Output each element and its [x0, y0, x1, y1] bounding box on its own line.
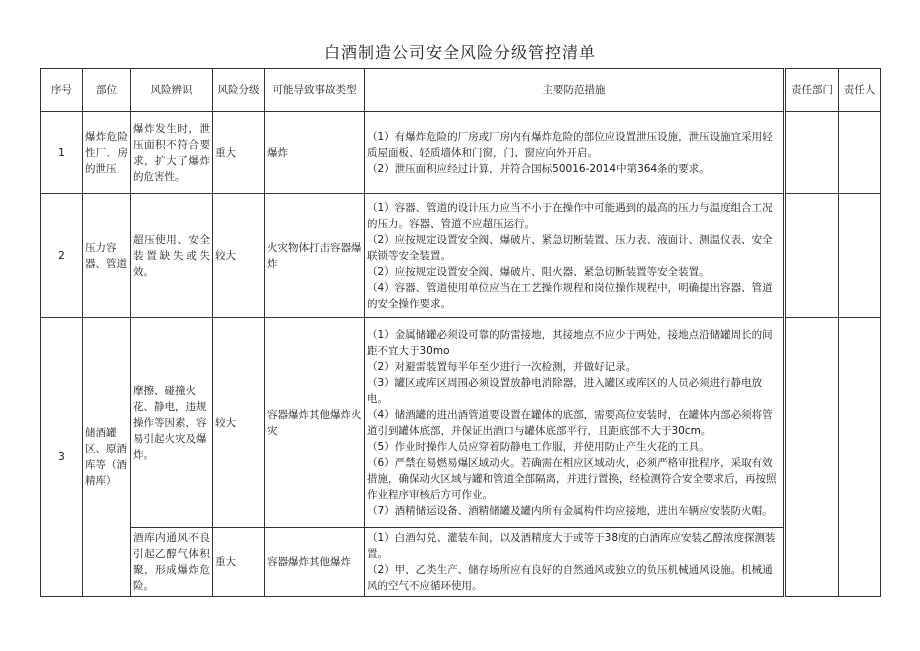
table-row: [41, 528, 881, 597]
row-no: 3: [41, 318, 83, 597]
row-part: 储酒罐区、原酒库等（酒精库）: [83, 318, 131, 597]
measure-item: （1）容器、管道的设计压力应当不小于在操作中可能遇到的最高的压力与温度组合工况的压力。容器、管道不应超压运行。: [367, 201, 773, 230]
measure-item: （3）罐区或库区周围必须设置放静电消除器，进入罐区或库区的人员必须进行静电放电。: [367, 376, 763, 405]
row-accident: 爆炸: [265, 112, 365, 194]
header-person: 责任人: [839, 69, 881, 112]
measure-item: （4）储酒罐的进出酒管道要设置在罐体的底部，需要高位安装时，在罐体内部必须将管道引到罐体底部，并保证出酒口与罐体底部平行，且距底部不大于30cm。: [367, 408, 773, 437]
row-person: [839, 194, 881, 318]
measure-item: （2）对避雷装置每半年至少进行一次检测，并做好记录。: [367, 360, 637, 373]
risk-control-table: [40, 68, 881, 597]
row-measures: [365, 194, 785, 318]
row-no: 1: [41, 112, 83, 194]
row-part: 爆炸危险性厂．房的泄压: [83, 112, 131, 194]
row-dept: [785, 194, 839, 318]
header-dept: 责任部门: [785, 69, 839, 112]
header-part: 部位: [83, 69, 131, 112]
measure-item: （2）应按规定设置安全阀、爆破片、紧急切断装置、压力表、液面计、测温仪表、安全联锁等安全装置。: [367, 233, 773, 262]
row-level: 重大: [213, 112, 265, 194]
table-row: [41, 318, 881, 528]
row-risk: 超压使用、安全装置缺失或失效。: [131, 194, 213, 318]
row-person: [839, 318, 881, 597]
header-level: 风险分级: [213, 69, 265, 112]
header-risk: 风险辨识: [131, 69, 213, 112]
measure-item: （1）白酒勾兑、灌装车间，以及酒精度大于或等于38度的白酒库应安装乙醇浓度探测装置。: [367, 532, 776, 560]
row-risk: 爆炸发生时，泄压面积不符合要求，扩大了爆炸的危害性。: [131, 112, 213, 194]
row-risk: 酒库内通风不良引起乙醇气体积聚，形成爆炸危险。: [131, 528, 213, 597]
row-measures: [365, 318, 785, 528]
measure-item: （7）酒精储运设备、酒精储罐及罐内所有金属构件均应接地，进出车辆应安装防火帽。: [367, 504, 773, 517]
row-accident: 容器爆炸其他爆炸火灾: [265, 318, 365, 528]
table-row: [41, 112, 881, 194]
row-level: 重大: [213, 528, 265, 597]
header-row: [41, 69, 881, 112]
row-person: [839, 112, 881, 194]
header-measures: 主要防范措施: [365, 69, 785, 112]
row-accident: 火灾物体打击容器爆炸: [265, 194, 365, 318]
row-level: 较大: [213, 194, 265, 318]
row-part: 压力容器、管道: [83, 194, 131, 318]
measure-item: （2）甲、乙类生产、储存场所应有良好的自然通风或独立的负压机械通风设施。机械通风的空气不应循环使用。: [367, 564, 773, 592]
row-measures: [365, 528, 785, 597]
row-risk: 摩擦、碰撞火花、静电，违规操作等因素，容易引起火灾及爆炸。: [131, 318, 213, 528]
measure-item: （1）金属储罐必须设可靠的防雷接地，其接地点不应少于两处，接地点沿储罐周长的间距不宜大于30mo: [367, 328, 773, 357]
page-title: 白酒制造公司安全风险分级管控清单: [323, 43, 596, 62]
measure-item: （2）应按规定设置安全阀、爆破片、阻火器、紧急切断装置等安全装置。: [367, 265, 710, 278]
row-accident: 容器爆炸其他爆炸: [265, 528, 365, 597]
row-level: 较大: [213, 318, 265, 528]
row-dept: [785, 112, 839, 194]
measure-item: （6）严禁在易燃易爆区域动火。若确需在相应区域动火，必须严格审批程序，采取有效措施，确保动火区域与罐和管道全部隔离，并进行置换，经检测符合安全要求后，再按照作业程序审核后方可作业。: [367, 456, 777, 501]
measure-item: （5）作业时操作人员应穿着防静电工作服，并使用防止产生火花的工具。: [367, 440, 710, 453]
measure-item: （4）容器、管道使用单位应当在工艺操作规程和岗位操作规程中，明确提出容器、管道的安全操作要求。: [367, 281, 773, 310]
header-no: 序号: [41, 69, 83, 112]
row-measures: [365, 112, 785, 194]
table-row: [41, 194, 881, 318]
measure-item: （2）泄压面积应经过计算，并符合国标50016-2014中第364条的要求。: [367, 162, 710, 175]
row-no: 2: [41, 194, 83, 318]
row-dept: [785, 318, 839, 597]
header-accident: 可能导致事故类型: [265, 69, 365, 112]
measure-item: （1）有爆炸危险的厂房或厂房内有爆炸危险的部位应设置泄压设施，泄压设施宜采用轻质屋面板、轻质墙体和门窗，门、窗应向外开启。: [367, 130, 773, 159]
